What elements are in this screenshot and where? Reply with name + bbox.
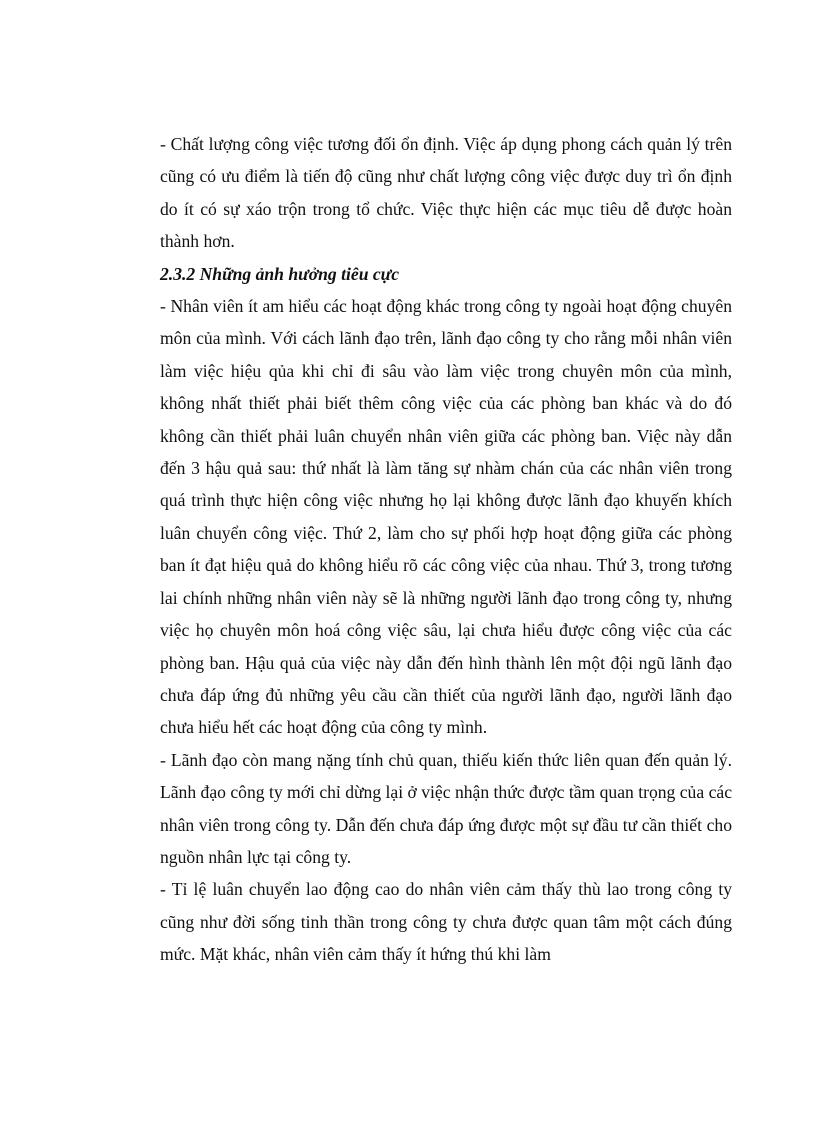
paragraph-work-quality: - Chất lượng công việc tương đối ổn định. Việc áp dụng phong cách quản lý trên cũng có ưu điểm là tiến độ cũng như chất lượng công việc được duy trì ổn định do ít có sự xáo trộn trong tổ chức. Việc thực hiện các mục tiêu dễ được hoàn thành hơn.	[160, 134, 732, 252]
section-heading-negative-impacts: 2.3.2 Những ảnh hưởng tiêu cực	[160, 263, 400, 284]
document-body	[160, 128, 732, 971]
paragraph-staff-understanding: - Nhân viên ít am hiểu các hoạt động khác trong công ty ngoài hoạt động chuyên môn của mình. Với cách lãnh đạo trên, lãnh đạo công ty cho rằng mỗi nhân viên làm việc hiệu qủa khi chỉ đi sâu vào làm việc trong chuyên môn của mình, không nhất thiết phải biết thêm công việc của các phòng ban khác và do đó không cần thiết phải luân chuyển nhân viên giữa các phòng ban. Việc này dẫn đến 3 hậu quả sau: thứ nhất là làm tăng sự nhàm chán của các nhân viên trong quá trình thực hiện công việc nhưng họ lại không được lãnh đạo khuyến khích luân chuyển công việc. Thứ 2, làm cho sự phối hợp hoạt động giữa các phòng ban ít đạt hiệu quả do không hiểu rõ các công việc của nhau. Thứ 3, trong tương lai chính những nhân viên này sẽ là những người lãnh đạo trong công ty, nhưng việc họ chuyên môn hoá công việc sâu, lại chưa hiểu được công việc của các phòng ban. Hậu quả của việc này dẫn đến hình thành lên một đội ngũ lãnh đạo chưa đáp ứng đủ những yêu cầu cần thiết của người lãnh đạo, người lãnh đạo chưa hiểu hết các hoạt động của công ty mình.	[160, 296, 732, 738]
paragraph-turnover-rate: - Tỉ lệ luân chuyển lao động cao do nhân viên cảm thấy thù lao trong công ty cũng như đời sống tinh thần trong công ty chưa được quan tâm một cách đúng mức. Mặt khác, nhân viên cảm thấy ít hứng thú khi làm	[160, 879, 732, 965]
paragraph-leadership-subjectivity: - Lãnh đạo còn mang nặng tính chủ quan, thiếu kiến thức liên quan đến quản lý. Lãnh đạo công ty mới chỉ dừng lại ở việc nhận thức được tầm quan trọng của các nhân viên trong công ty. Dẫn đến chưa đáp ứng được một sự đầu tư cần thiết cho nguồn nhân lực tại công ty.	[160, 749, 732, 867]
